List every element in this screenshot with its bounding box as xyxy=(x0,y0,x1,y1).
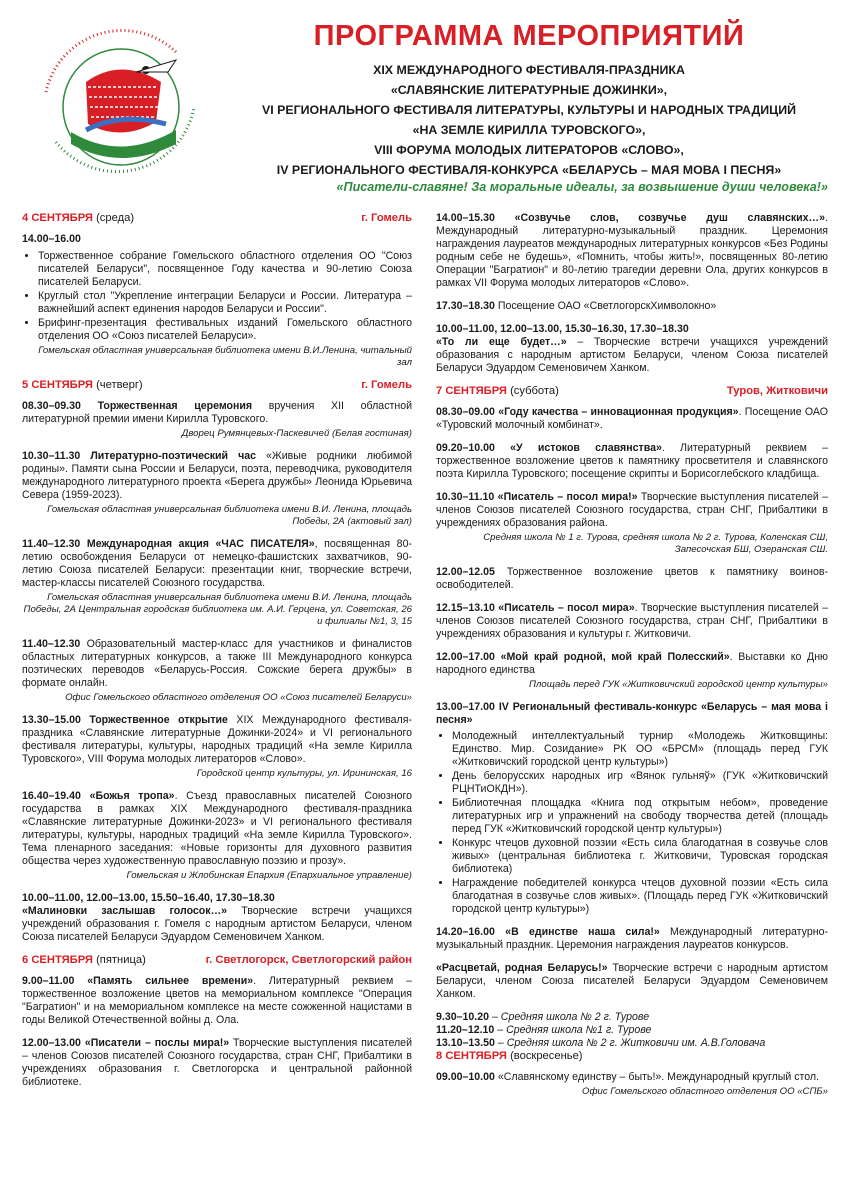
list-item: • Конкурс чтецов духовной поэзии «Есть сила благодатная в созвучье слов живых» (центральная библиотека г. Житковичи, Туровская городская библиотека) xyxy=(452,837,828,876)
day-header-5 xyxy=(22,379,412,392)
event-title: «Писатель – посол мира!» xyxy=(497,491,638,503)
event-location: Площадь перед ГУК «Житковичский городской центр культуры» xyxy=(529,679,828,690)
event-time: 11.40–12.30 xyxy=(22,638,81,650)
event xyxy=(22,790,412,882)
day-date: 7 СЕНТЯБРЯ xyxy=(436,385,507,397)
event-location: Офис Гомельского областного отделения ОО «СПБ» xyxy=(582,1086,828,1097)
event xyxy=(22,538,412,628)
day-place: г. Гомель xyxy=(361,379,412,391)
page-title: ПРОГРАММА МЕРОПРИЯТИЙ xyxy=(313,20,745,52)
event-text: . Посещение ОАО «Туровский молочный комбинат». xyxy=(436,406,828,431)
schedule-row xyxy=(436,1011,828,1024)
event-text: . Литературный реквием – торжественное возложение цветов к памятнику просветителя и славянского поэта Кирилла Туровского; посещение скрипты и Борисоглебского кладбища. xyxy=(436,442,828,480)
event-text: . Международный литературно-музыкальный праздник. Церемония награждения лауреатов международных литературных конкурсов «Без Родины родным себе не будешь», «Помнить, чтобы жить!», посвященных 80-летию Операции "Багратион" и 80-летию трагедии деревни Ола, других конкурсов в рамках VII Форума молодых литераторов «Слово». xyxy=(436,212,828,289)
event-time: 09.20–10.00 xyxy=(436,442,495,454)
event-text: «Живые родники любимой родины». Памяти сына России и Беларуси, поэта, переводчика, руководителя международного литературного проекта «Берега дружбы» Леонида Юрьевича Севера (1959-2023). xyxy=(22,450,413,501)
event-time: 10.00–11.00, 12.00–13.00, 15.50–16.40, 17.30–18.30 xyxy=(22,892,275,904)
subtitle-line: XIX МЕЖДУНАРОДНОГО ФЕСТИВАЛЯ-ПРАЗДНИКА xyxy=(373,63,685,77)
schedule-place: – Средняя школа № 2 г. Житковичи им. А.В.Головача xyxy=(494,1037,766,1049)
event-text: Образовательный мастер-класс для участников и финалистов областных литературных конкурсов, а также III Международного конкурса поэтических переводов «Беларусь-Россия. Сожские берега дружбы» в формате онлайн. xyxy=(22,638,412,689)
event-title: «Расцветай, родная Беларусь!» xyxy=(436,962,608,974)
event-time: 14.20–16.00 xyxy=(436,926,495,938)
schedule-row xyxy=(436,1024,828,1037)
event-text: Посещение ОАО «СветлогорскХимволокно» xyxy=(494,300,717,312)
event-location: Гомельская областная универсальная библиотека имени В.И. Ленина, площадь Победы, 2А Центральная городская библиотека им. А.И. Герцена, ул. Советская, 26 и филиалы №1, 3, 15 xyxy=(23,592,412,627)
event-title: «Писатель – посол мира» xyxy=(498,602,635,614)
event xyxy=(436,566,828,592)
event xyxy=(436,701,828,916)
event-time: 14.00–15.30 xyxy=(436,212,495,224)
event xyxy=(22,1037,412,1089)
day-header-8 xyxy=(436,1050,828,1063)
schedule-row xyxy=(436,1037,828,1050)
event-time: 17.30–18.30 xyxy=(436,300,495,312)
event-time: 09.00–10.00 xyxy=(436,1071,495,1083)
list-item: • Библиотечная площадка «Книга под открытым небом», проведение литературных игр и упражнений на свободу творчества детей (площадь перед ГУК «Житковичский городской центр культуры») xyxy=(452,797,828,836)
event-text: . Выставки ко Дню народного единства xyxy=(436,651,828,676)
subtitle-line: IV РЕГИОНАЛЬНОГО ФЕСТИВАЛЯ-КОНКУРСА «БЕЛАРУСЬ – МАЯ МОВА І ПЕСНЯ» xyxy=(276,163,782,177)
day-place: г. Гомель xyxy=(361,212,412,224)
event-time: 12.00–13.00 xyxy=(22,1037,81,1049)
event xyxy=(436,406,828,432)
subtitle-line: VI РЕГИОНАЛЬНОГО ФЕСТИВАЛЯ ЛИТЕРАТУРЫ, КУЛЬТУРЫ И НАРОДНЫХ ТРАДИЦИЙ xyxy=(261,103,797,117)
list-item: • Молодежный интеллектуальный турнир «Молодежь Житковщины: Единство. Мир. Созидание» РК ОО «БРСМ» (площадь перед ГУК «Житковичский городской центр культуры») xyxy=(452,730,828,769)
event xyxy=(22,638,412,704)
day-header-4 xyxy=(22,212,412,225)
event-text: Творческие выступления писателей – членов Союзов писателей Союзного государства, стран СНГ, Прибалтики в учреждениях образования г. Светлогорска и центральной районной библиотеке. xyxy=(22,1037,412,1088)
day-weekday: (воскресенье) xyxy=(510,1050,583,1062)
event-title: IV Региональный фестиваль-конкурс «Беларусь – мая мова і песня» xyxy=(436,701,828,726)
event xyxy=(436,602,828,641)
day-weekday: (суббота) xyxy=(510,385,559,397)
event xyxy=(436,1071,828,1098)
event-text: Международный литературно-музыкальный праздник. Церемония награждения лауреатов конкурсов. xyxy=(436,926,828,951)
event-text: , посвященная 80-летию освобождения Беларуси от немецко-фашистских захватчиков, 90-летию Союза писателей Беларуси: презентации книг, творческие встречи, мастер-классы писателей Союзного государства. xyxy=(22,538,412,589)
event-title: «Году качества – инновационная продукция» xyxy=(498,406,739,418)
event-location: Городской центр культуры, ул. Ирининская, 16 xyxy=(196,768,412,779)
event-text: «Славянскому единству – быть!». Международный круглый стол. xyxy=(494,1071,820,1083)
event xyxy=(436,926,828,952)
event-text: Творческие встречи с народным артистом Беларуси, членом Союза писателей Беларуси Эдуардом Семеновичем Ханком. xyxy=(436,962,828,1000)
event-text: Торжественное возложение цветов к памятнику воинов-освободителей. xyxy=(436,566,828,591)
subtitle-block xyxy=(230,60,828,180)
event xyxy=(22,450,412,528)
event-title: Международная акция «ЧАС ПИСАТЕЛЯ» xyxy=(86,538,315,550)
day-header-7 xyxy=(436,385,828,398)
event-text: – Творческие встречи учащихся учреждений образования с народным артистом Беларуси, членом Союза писателей Беларуси Эдуардом Семеновичем Ханком. xyxy=(436,336,828,374)
event-list xyxy=(22,250,412,343)
motto: «Писатели-славяне! За моральные идеалы, за возвышение души человека!» xyxy=(336,180,828,194)
day-date: 5 СЕНТЯБРЯ xyxy=(22,379,93,391)
event-location: Гомельская и Жлобинская Епархия (Епархиальное управление) xyxy=(126,870,412,881)
event-time: 11.40–12.30 xyxy=(22,538,81,550)
subtitle-line: «НА ЗЕМЛЕ КИРИЛЛА ТУРОВСКОГО», xyxy=(412,123,646,137)
right-column xyxy=(436,212,828,1108)
event xyxy=(22,892,412,944)
event-location: Гомельская областная универсальная библиотека имени В.И. Ленина, площадь Победы, 2А (актовый зал) xyxy=(47,504,412,527)
day-date: 4 СЕНТЯБРЯ xyxy=(22,212,93,224)
event xyxy=(436,962,828,1001)
schedule-place: – Средняя школа №1 г. Турове xyxy=(494,1024,652,1036)
day-weekday: (пятница) xyxy=(96,954,146,966)
subtitle-line: VIII ФОРУМА МОЛОДЫХ ЛИТЕРАТОРОВ «СЛОВО», xyxy=(374,143,684,157)
subtitle-line: «СЛАВЯНСКИЕ ЛИТЕРАТУРНЫЕ ДОЖИНКИ», xyxy=(390,83,668,97)
list-item: • Награждение победителей конкурса чтецов духовной поэзии «Есть сила благодатная в созвучье слов живых». (Площадь перед ГУК «Житковичский городской центр культуры») xyxy=(452,877,828,916)
event-text: . Съезд православных писателей Союзного государства в рамках XIX Международного фестиваля-праздника «Славянские литературные Дожинки-2023» и VI регионального фестиваля литературы, культуры, народных традиций «На земле Кирилла Туровского». Тема пленарного заседания: «Новые горизонты для духовного развития общества через художественную православную поэзию и прозу». xyxy=(22,790,412,867)
event-time: 08.30–09.00 xyxy=(436,406,495,418)
day-date: 6 СЕНТЯБРЯ xyxy=(22,954,93,966)
left-column xyxy=(22,212,412,1099)
list-item: • День белорусских народных игр «Вянок гульняў» (ГУК «Житковичский РЦНТиОКДН»). xyxy=(452,770,828,796)
event xyxy=(22,400,412,440)
list-item: • Круглый стол "Укрепление интеграции Беларуси и России. Литература – важнейший аспект единения народов Беларуси и России". xyxy=(38,290,412,316)
day-place: г. Светлогорск, Светлогорский район xyxy=(205,954,412,966)
schedule-time: 11.20–12.10 xyxy=(436,1024,495,1036)
event-location: Офис Гомельского областного отделения ОО «Союз писателей Беларуси» xyxy=(65,692,412,703)
event-time: 16.40–19.40 xyxy=(22,790,81,802)
day-weekday: (среда) xyxy=(96,212,135,224)
event-text: Творческие встречи учащихся учреждений образования г. Гомеля с народным артистом Беларуси, членом Союза писателей Беларуси Эдуардом Семеновичем Ханком. xyxy=(22,905,412,943)
event-title: Торжественная церемония xyxy=(97,400,253,412)
event xyxy=(436,323,828,375)
festival-logo xyxy=(26,12,216,202)
event-title: «Память сильнее времени» xyxy=(87,975,254,987)
list-item: • Торжественное собрание Гомельского областного отделения ОО "Союз писателей Беларуси", посвященное Году качества и 90-летию Союза писателей Беларуси. xyxy=(38,250,412,289)
event-text: . Творческие выступления писателей – членов Союзов писателей Союзного государства, стран СНГ, Прибалтики в учреждениях образования и культуры г. Житковичи. xyxy=(436,602,828,640)
event-text: вручения XII областной литературной премии имени Кирилла Туровского. xyxy=(22,400,413,425)
event-text: Творческие выступления писателей – членов Союзов писателей Союзного государства, стран СНГ, Прибалтики в учреждениях образования района. xyxy=(436,491,828,529)
event-time: 13.30–15.00 xyxy=(22,714,81,726)
event xyxy=(436,212,828,290)
event-time: 10.00–11.00, 12.00–13.00, 15.30–16.30, 17.30–18.30 xyxy=(436,323,689,335)
day-weekday: (четверг) xyxy=(96,379,143,391)
day-date: 8 СЕНТЯБРЯ xyxy=(436,1050,507,1062)
day-header-6 xyxy=(22,954,412,967)
event-location: Гомельская областная универсальная библиотека имени В.И.Ленина, читальный зал xyxy=(38,345,412,368)
event-time: 10.30–11.10 xyxy=(436,491,495,503)
schedule-place: – Средняя школа № 2 г. Турове xyxy=(489,1011,650,1023)
event-title: «Мой край родной, мой край Полесский» xyxy=(500,651,730,663)
event xyxy=(22,714,412,780)
event-title: «Божья тропа» xyxy=(89,790,175,802)
event xyxy=(436,300,828,313)
event-location: Средняя школа № 1 г. Турова, средняя школа № 2 г. Турова, Коленская СШ, Запесочская БШ, Озеранская СШ. xyxy=(483,532,828,555)
event-title: «Писатели – послы мира!» xyxy=(84,1037,230,1049)
schedule-time: 13.10–13.50 xyxy=(436,1037,495,1049)
event-time: 10.30–11.30 xyxy=(22,450,81,462)
event xyxy=(436,491,828,556)
event xyxy=(22,233,412,369)
list-item: • Брифинг-презентация фестивальных изданий Гомельского областного отделения ОО «Союз писателей Беларуси». xyxy=(38,317,412,343)
event-title: «У истоков славянства» xyxy=(510,442,662,454)
event-list xyxy=(436,730,828,916)
event xyxy=(22,975,412,1027)
event-time: 9.00–11.00 xyxy=(22,975,75,987)
event-time: 14.00–16.00 xyxy=(22,233,81,245)
event-title: «В единстве наша сила!» xyxy=(505,926,660,938)
event-time: 12.00–12.05 xyxy=(436,566,495,578)
event-time: 12.15–13.10 xyxy=(436,602,495,614)
event-text: . Литературный реквием – торжественное возложение цветов на мемориальном комплексе "Операция "Багратион" и на мемориальном комплексе на месте сожженной нацистами в годы Великой Отечественной войны д. Ола. xyxy=(22,975,412,1026)
event xyxy=(436,651,828,691)
event-text: XIX Международного фестиваля-праздника «Славянские литературные Дожинки-2024» и VI регионального фестиваля литературы, культуры, народных традиций «На земле Кирилла Туровского», VIII Форума молодых литераторов «Слово». xyxy=(22,714,412,765)
event-time: 08.30–09.30 xyxy=(22,400,81,412)
schedule-time: 9.30–10.20 xyxy=(436,1011,490,1023)
event-title: «Малиновки заслышав голосок…» xyxy=(22,905,228,917)
event-time: 13.00–17.00 xyxy=(436,701,495,713)
event-time: 12.00–17.00 xyxy=(436,651,495,663)
event-title: Торжественное открытие xyxy=(89,714,228,726)
event-title: «Созвучье слов, созвучье душ славянских…» xyxy=(514,212,826,224)
event-title: Литературно-поэтический час xyxy=(90,450,257,462)
event xyxy=(436,442,828,481)
day-place: Туров, Житковичи xyxy=(726,385,828,397)
event-title: «То ли еще будет…» xyxy=(436,336,567,348)
schedule-list xyxy=(436,1011,828,1050)
event-location: Дворец Румянцевых-Паскевичей (Белая гостиная) xyxy=(181,428,412,439)
